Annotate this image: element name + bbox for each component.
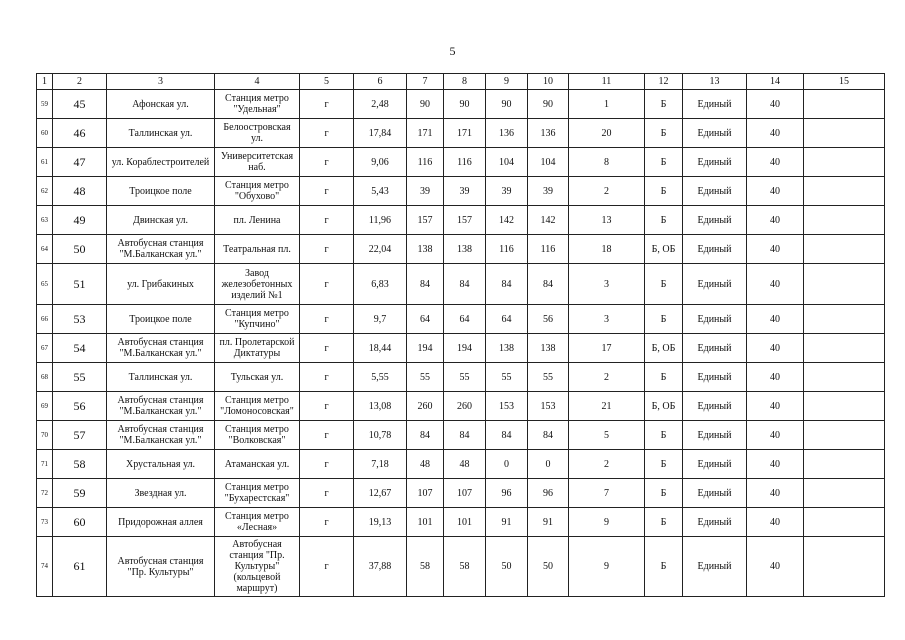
table-cell: 90 <box>528 90 569 119</box>
table-cell <box>804 421 885 450</box>
table-cell: 116 <box>528 235 569 264</box>
table-cell: 48 <box>444 450 486 479</box>
table-cell: г <box>300 479 354 508</box>
table-cell: 136 <box>528 119 569 148</box>
table-cell: 9 <box>569 537 645 597</box>
table-cell: 116 <box>486 235 528 264</box>
table-cell: Станция метро "Обухово" <box>215 177 300 206</box>
table-cell: г <box>300 392 354 421</box>
table-cell: Б <box>645 90 683 119</box>
table-cell: 61 <box>37 148 53 177</box>
table-cell: Университетская наб. <box>215 148 300 177</box>
table-cell: 55 <box>486 363 528 392</box>
table-cell: 40 <box>747 305 804 334</box>
table-cell: г <box>300 264 354 305</box>
column-header-4: 4 <box>215 74 300 90</box>
table-cell: 56 <box>53 392 107 421</box>
page-number: 5 <box>449 44 456 58</box>
table-row <box>37 450 885 479</box>
table-cell: Станция метро "Волковская" <box>215 421 300 450</box>
table-row <box>37 334 885 363</box>
table-row <box>37 235 885 264</box>
table-cell: 8 <box>569 148 645 177</box>
table-cell <box>804 334 885 363</box>
table-cell: 40 <box>747 363 804 392</box>
table-cell: 96 <box>528 479 569 508</box>
table-cell: 84 <box>407 421 444 450</box>
table-cell: 20 <box>569 119 645 148</box>
table-cell: 101 <box>407 508 444 537</box>
table-cell: 5,55 <box>354 363 407 392</box>
table-cell: Завод железобетонных изделий №1 <box>215 264 300 305</box>
routes-table <box>36 73 885 597</box>
table-cell: 3 <box>569 305 645 334</box>
table-cell: 142 <box>486 206 528 235</box>
table-cell: 40 <box>747 206 804 235</box>
table-cell: 55 <box>528 363 569 392</box>
table-cell: Б <box>645 450 683 479</box>
table-cell: 37,88 <box>354 537 407 597</box>
table-cell: Таллинская ул. <box>107 119 215 148</box>
table-row <box>37 363 885 392</box>
table-cell: 70 <box>37 421 53 450</box>
table-cell: 116 <box>444 148 486 177</box>
table-cell: Придорожная аллея <box>107 508 215 537</box>
table-cell: 157 <box>407 206 444 235</box>
table-cell: 84 <box>486 264 528 305</box>
table-cell <box>804 148 885 177</box>
table-cell <box>804 392 885 421</box>
table-cell: Единый <box>683 537 747 597</box>
table-row <box>37 206 885 235</box>
table-cell: Б <box>645 148 683 177</box>
table-cell: 90 <box>486 90 528 119</box>
table-cell: Б <box>645 119 683 148</box>
table-cell: 153 <box>486 392 528 421</box>
table-cell: 19,13 <box>354 508 407 537</box>
table-cell: 91 <box>486 508 528 537</box>
table-cell: Единый <box>683 235 747 264</box>
table-cell: Театральная пл. <box>215 235 300 264</box>
table-cell <box>804 479 885 508</box>
table-cell: 71 <box>37 450 53 479</box>
table-cell: 260 <box>407 392 444 421</box>
table-cell <box>804 119 885 148</box>
table-cell: 48 <box>407 450 444 479</box>
table-cell: 11,96 <box>354 206 407 235</box>
table-cell: 101 <box>444 508 486 537</box>
table-cell: 47 <box>53 148 107 177</box>
table-cell: 2 <box>569 177 645 206</box>
table-cell: 50 <box>486 537 528 597</box>
table-cell: 2 <box>569 363 645 392</box>
table-cell: Б <box>645 508 683 537</box>
table-cell: 39 <box>528 177 569 206</box>
table-cell: 9 <box>569 508 645 537</box>
table-cell <box>804 508 885 537</box>
table-cell: 40 <box>747 119 804 148</box>
table-cell: Единый <box>683 90 747 119</box>
table-cell: 58 <box>407 537 444 597</box>
table-cell: 5,43 <box>354 177 407 206</box>
table-cell: 63 <box>37 206 53 235</box>
table-body <box>37 90 885 597</box>
table-row <box>37 264 885 305</box>
table-cell: 39 <box>444 177 486 206</box>
table-cell: Единый <box>683 264 747 305</box>
table-cell: 67 <box>37 334 53 363</box>
table-cell: 171 <box>444 119 486 148</box>
table-cell: Двинская ул. <box>107 206 215 235</box>
table-row <box>37 305 885 334</box>
table-cell: 136 <box>486 119 528 148</box>
table-cell: 2 <box>569 450 645 479</box>
table-cell: 9,7 <box>354 305 407 334</box>
table-cell: Тульская ул. <box>215 363 300 392</box>
column-header-9: 9 <box>486 74 528 90</box>
table-cell: Б <box>645 206 683 235</box>
table-cell: 17 <box>569 334 645 363</box>
table-cell: г <box>300 334 354 363</box>
table-cell: Б <box>645 421 683 450</box>
table-cell: Автобусная станция "М.Балканская ул." <box>107 334 215 363</box>
table-cell: 64 <box>37 235 53 264</box>
table-cell: Б <box>645 305 683 334</box>
table-cell: 84 <box>486 421 528 450</box>
table-cell: Б <box>645 177 683 206</box>
table-cell: 157 <box>444 206 486 235</box>
table-cell: ул. Кораблестроителей <box>107 148 215 177</box>
table-cell: 3 <box>569 264 645 305</box>
table-row <box>37 392 885 421</box>
table-cell: Б <box>645 363 683 392</box>
table-cell: г <box>300 90 354 119</box>
table-cell: Единый <box>683 479 747 508</box>
table-cell: 2,48 <box>354 90 407 119</box>
table-cell: 1 <box>569 90 645 119</box>
table-cell: 17,84 <box>354 119 407 148</box>
table-cell: 7,18 <box>354 450 407 479</box>
table-cell: 5 <box>569 421 645 450</box>
table-cell: 49 <box>53 206 107 235</box>
table-cell: 138 <box>486 334 528 363</box>
table-cell: Единый <box>683 305 747 334</box>
table-cell: 59 <box>37 90 53 119</box>
table-cell: 69 <box>37 392 53 421</box>
table-cell: 66 <box>37 305 53 334</box>
table-cell: г <box>300 450 354 479</box>
table-cell: 12,67 <box>354 479 407 508</box>
column-header-13: 13 <box>683 74 747 90</box>
table-cell: 50 <box>528 537 569 597</box>
table-cell: 40 <box>747 148 804 177</box>
table-cell: Б <box>645 479 683 508</box>
column-header-7: 7 <box>407 74 444 90</box>
table-cell: пл. Пролетарской Диктатуры <box>215 334 300 363</box>
table-cell: 142 <box>528 206 569 235</box>
table-cell: г <box>300 421 354 450</box>
table-cell: 260 <box>444 392 486 421</box>
table-cell: 55 <box>407 363 444 392</box>
table-cell: 40 <box>747 334 804 363</box>
table-cell: 13,08 <box>354 392 407 421</box>
table-cell: 138 <box>444 235 486 264</box>
table-cell: 40 <box>747 450 804 479</box>
table-cell: 116 <box>407 148 444 177</box>
table-cell: Единый <box>683 392 747 421</box>
table-cell: 39 <box>407 177 444 206</box>
column-header-8: 8 <box>444 74 486 90</box>
table-row <box>37 508 885 537</box>
table-cell: 104 <box>486 148 528 177</box>
table-cell: Станция метро "Бухарестская" <box>215 479 300 508</box>
table-cell: Автобусная станция "М.Балканская ул." <box>107 392 215 421</box>
column-header-14: 14 <box>747 74 804 90</box>
table-cell: 62 <box>37 177 53 206</box>
table-cell: 46 <box>53 119 107 148</box>
table-cell: 51 <box>53 264 107 305</box>
table-cell: Станция метро "Купчино" <box>215 305 300 334</box>
table-cell: Единый <box>683 148 747 177</box>
table-cell: 73 <box>37 508 53 537</box>
table-cell: Автобусная станция "Пр. Культуры" (кольцевой маршрут) <box>215 537 300 597</box>
table-cell <box>804 90 885 119</box>
table-cell: 55 <box>444 363 486 392</box>
table-cell: Единый <box>683 177 747 206</box>
table-cell: 84 <box>444 421 486 450</box>
table-cell: 74 <box>37 537 53 597</box>
table-cell: 58 <box>53 450 107 479</box>
table-cell: 60 <box>37 119 53 148</box>
table-cell: 53 <box>53 305 107 334</box>
column-header-2: 2 <box>53 74 107 90</box>
table-cell: 64 <box>486 305 528 334</box>
table-cell: 91 <box>528 508 569 537</box>
table-cell: 72 <box>37 479 53 508</box>
table-cell: 10,78 <box>354 421 407 450</box>
table-cell: 65 <box>37 264 53 305</box>
table-cell: 50 <box>53 235 107 264</box>
table-cell: 39 <box>486 177 528 206</box>
table-cell: 107 <box>444 479 486 508</box>
column-header-3: 3 <box>107 74 215 90</box>
table-cell: 60 <box>53 508 107 537</box>
header-row <box>37 74 885 90</box>
table-cell: Станция метро «Лесная» <box>215 508 300 537</box>
table-cell: 13 <box>569 206 645 235</box>
table-cell: Станция метро "Удельная" <box>215 90 300 119</box>
table-cell: 6,83 <box>354 264 407 305</box>
table-cell: 56 <box>528 305 569 334</box>
table-cell: 40 <box>747 508 804 537</box>
table-row <box>37 119 885 148</box>
column-header-12: 12 <box>645 74 683 90</box>
table-cell: 68 <box>37 363 53 392</box>
table-cell: 58 <box>444 537 486 597</box>
table-cell <box>804 305 885 334</box>
table-cell: г <box>300 235 354 264</box>
table-cell: 18,44 <box>354 334 407 363</box>
table-cell: 40 <box>747 264 804 305</box>
table-cell: г <box>300 537 354 597</box>
table-row <box>37 479 885 508</box>
table-cell: 22,04 <box>354 235 407 264</box>
table-cell: Единый <box>683 450 747 479</box>
table-cell: Белоостровская ул. <box>215 119 300 148</box>
table-cell: Афонская ул. <box>107 90 215 119</box>
table-cell: 194 <box>407 334 444 363</box>
table-cell: Троицкое поле <box>107 305 215 334</box>
table-cell: г <box>300 305 354 334</box>
table-cell: 61 <box>53 537 107 597</box>
table-cell: Единый <box>683 206 747 235</box>
table-cell: г <box>300 206 354 235</box>
table-cell: 40 <box>747 235 804 264</box>
table-cell: г <box>300 119 354 148</box>
column-header-15: 15 <box>804 74 885 90</box>
table-cell: 84 <box>407 264 444 305</box>
column-header-10: 10 <box>528 74 569 90</box>
table-cell: 59 <box>53 479 107 508</box>
table-cell: 153 <box>528 392 569 421</box>
table-cell: Единый <box>683 119 747 148</box>
table-cell: 40 <box>747 537 804 597</box>
table-cell: Единый <box>683 334 747 363</box>
table-cell: 40 <box>747 392 804 421</box>
table-cell: 21 <box>569 392 645 421</box>
table-cell <box>804 537 885 597</box>
table-cell: 138 <box>528 334 569 363</box>
table-cell: 54 <box>53 334 107 363</box>
table-row <box>37 148 885 177</box>
table-cell: 96 <box>486 479 528 508</box>
table-cell: 40 <box>747 421 804 450</box>
table-cell: Станция метро "Ломоносовская" <box>215 392 300 421</box>
table-cell: 84 <box>528 264 569 305</box>
column-header-5: 5 <box>300 74 354 90</box>
table-cell: г <box>300 363 354 392</box>
table-cell: 138 <box>407 235 444 264</box>
table-cell: Единый <box>683 508 747 537</box>
table-cell: 90 <box>444 90 486 119</box>
table-cell: 0 <box>528 450 569 479</box>
table-cell <box>804 177 885 206</box>
table-cell: Автобусная станция "М.Балканская ул." <box>107 235 215 264</box>
table-cell: 48 <box>53 177 107 206</box>
table-cell: 171 <box>407 119 444 148</box>
table-cell: г <box>300 177 354 206</box>
table-row <box>37 421 885 450</box>
table-cell: Б <box>645 537 683 597</box>
table-cell <box>804 264 885 305</box>
table-cell <box>804 363 885 392</box>
table-cell: Б, ОБ <box>645 334 683 363</box>
table-cell: Троицкое поле <box>107 177 215 206</box>
table-cell: 45 <box>53 90 107 119</box>
table-cell: 107 <box>407 479 444 508</box>
table-cell: 40 <box>747 177 804 206</box>
table-cell: 55 <box>53 363 107 392</box>
table-cell: Таллинская ул. <box>107 363 215 392</box>
table-cell <box>804 450 885 479</box>
table-cell: Автобусная станция "М.Балканская ул." <box>107 421 215 450</box>
table-cell: 64 <box>407 305 444 334</box>
table-cell: Б, ОБ <box>645 392 683 421</box>
table-row <box>37 537 885 597</box>
table-cell: Б <box>645 264 683 305</box>
table-cell: 18 <box>569 235 645 264</box>
table-cell: 84 <box>528 421 569 450</box>
table-cell: Б, ОБ <box>645 235 683 264</box>
table-cell: Автобусная станция "Пр. Культуры" <box>107 537 215 597</box>
table-cell: 7 <box>569 479 645 508</box>
table-cell: ул. Грибакиных <box>107 264 215 305</box>
table-cell: 84 <box>444 264 486 305</box>
table-cell: 9,06 <box>354 148 407 177</box>
table-cell <box>804 206 885 235</box>
table-cell: 64 <box>444 305 486 334</box>
table-cell: Атаманская ул. <box>215 450 300 479</box>
table-cell: 90 <box>407 90 444 119</box>
table-row <box>37 90 885 119</box>
table-header <box>37 74 885 90</box>
table-cell: 57 <box>53 421 107 450</box>
table-cell: 40 <box>747 479 804 508</box>
table-cell: Звездная ул. <box>107 479 215 508</box>
table-cell: 194 <box>444 334 486 363</box>
table-cell: 104 <box>528 148 569 177</box>
table-cell: 0 <box>486 450 528 479</box>
table-cell: Единый <box>683 421 747 450</box>
table-cell: Единый <box>683 363 747 392</box>
column-header-6: 6 <box>354 74 407 90</box>
column-header-11: 11 <box>569 74 645 90</box>
table-row <box>37 177 885 206</box>
table-cell <box>804 235 885 264</box>
table-cell: г <box>300 148 354 177</box>
column-header-1: 1 <box>37 74 53 90</box>
table-cell: 40 <box>747 90 804 119</box>
table-cell: Хрустальная ул. <box>107 450 215 479</box>
table-cell: г <box>300 508 354 537</box>
table-cell: пл. Ленина <box>215 206 300 235</box>
